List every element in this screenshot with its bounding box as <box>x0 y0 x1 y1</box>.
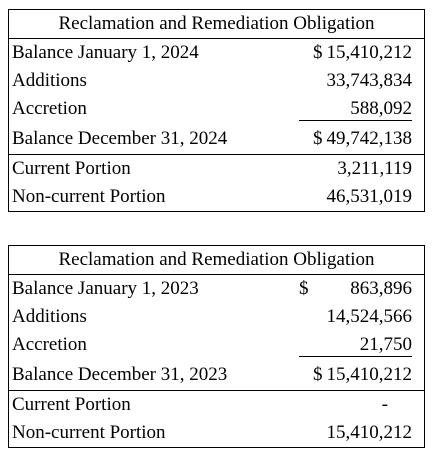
currency-symbol: $ <box>313 128 323 149</box>
amount: 588,092 <box>350 98 412 119</box>
table-row-noncurrent-portion-2023 <box>9 419 424 447</box>
row-label: Accretion <box>12 334 87 355</box>
sum-underline <box>299 356 412 357</box>
amount: 3,211,119 <box>337 158 412 179</box>
table-row-accretion-2024 <box>9 95 424 123</box>
row-label: Non-current Portion <box>12 186 166 207</box>
row-label: Balance January 1, 2024 <box>12 42 199 63</box>
table-title: Reclamation and Remediation Obligation <box>9 10 424 39</box>
amount: 863,896 <box>350 278 412 299</box>
row-label: Current Portion <box>12 158 131 179</box>
row-label: Balance December 31, 2024 <box>12 128 228 149</box>
table-row-noncurrent-portion-2024 <box>9 183 424 211</box>
table-row-balance-dec-2023 <box>9 359 424 390</box>
row-label: Current Portion <box>12 394 131 415</box>
row-label: Additions <box>12 306 87 327</box>
amount: 15,410,212 <box>326 42 412 63</box>
table-row-accretion-2023 <box>9 331 424 359</box>
table-row-balance-jan-2023 <box>9 275 424 303</box>
currency-symbol: $ <box>313 42 323 63</box>
amount: 15,410,212 <box>326 422 412 443</box>
table-row-balance-dec-2024 <box>9 123 424 154</box>
obligation-table-2024 <box>8 9 425 212</box>
amount: - <box>381 394 388 415</box>
currency-symbol: $ <box>313 364 323 385</box>
row-value <box>313 359 412 391</box>
table-row-additions-2024 <box>9 67 424 95</box>
amount: 49,742,138 <box>326 128 412 149</box>
amount: 33,743,834 <box>326 70 412 91</box>
row-label: Accretion <box>12 98 87 119</box>
obligation-table-2023 <box>8 245 425 448</box>
sum-underline <box>299 120 412 121</box>
row-label: Balance January 1, 2023 <box>12 278 199 299</box>
amount: 14,524,566 <box>326 306 412 327</box>
row-value <box>313 123 412 155</box>
row-label: Additions <box>12 70 87 91</box>
row-label: Balance December 31, 2023 <box>12 364 228 385</box>
row-value <box>313 39 412 67</box>
table-row-additions-2023 <box>9 303 424 331</box>
row-label: Non-current Portion <box>12 422 166 443</box>
table-row-balance-jan-2024 <box>9 39 424 67</box>
table-row-current-portion-2024 <box>9 154 424 183</box>
table-row-current-portion-2023 <box>9 390 424 419</box>
amount: 46,531,019 <box>326 186 412 207</box>
amount: 15,410,212 <box>326 364 412 385</box>
currency-symbol: $ <box>299 278 309 299</box>
table-title: Reclamation and Remediation Obligation <box>9 246 424 275</box>
amount: 21,750 <box>359 334 412 355</box>
